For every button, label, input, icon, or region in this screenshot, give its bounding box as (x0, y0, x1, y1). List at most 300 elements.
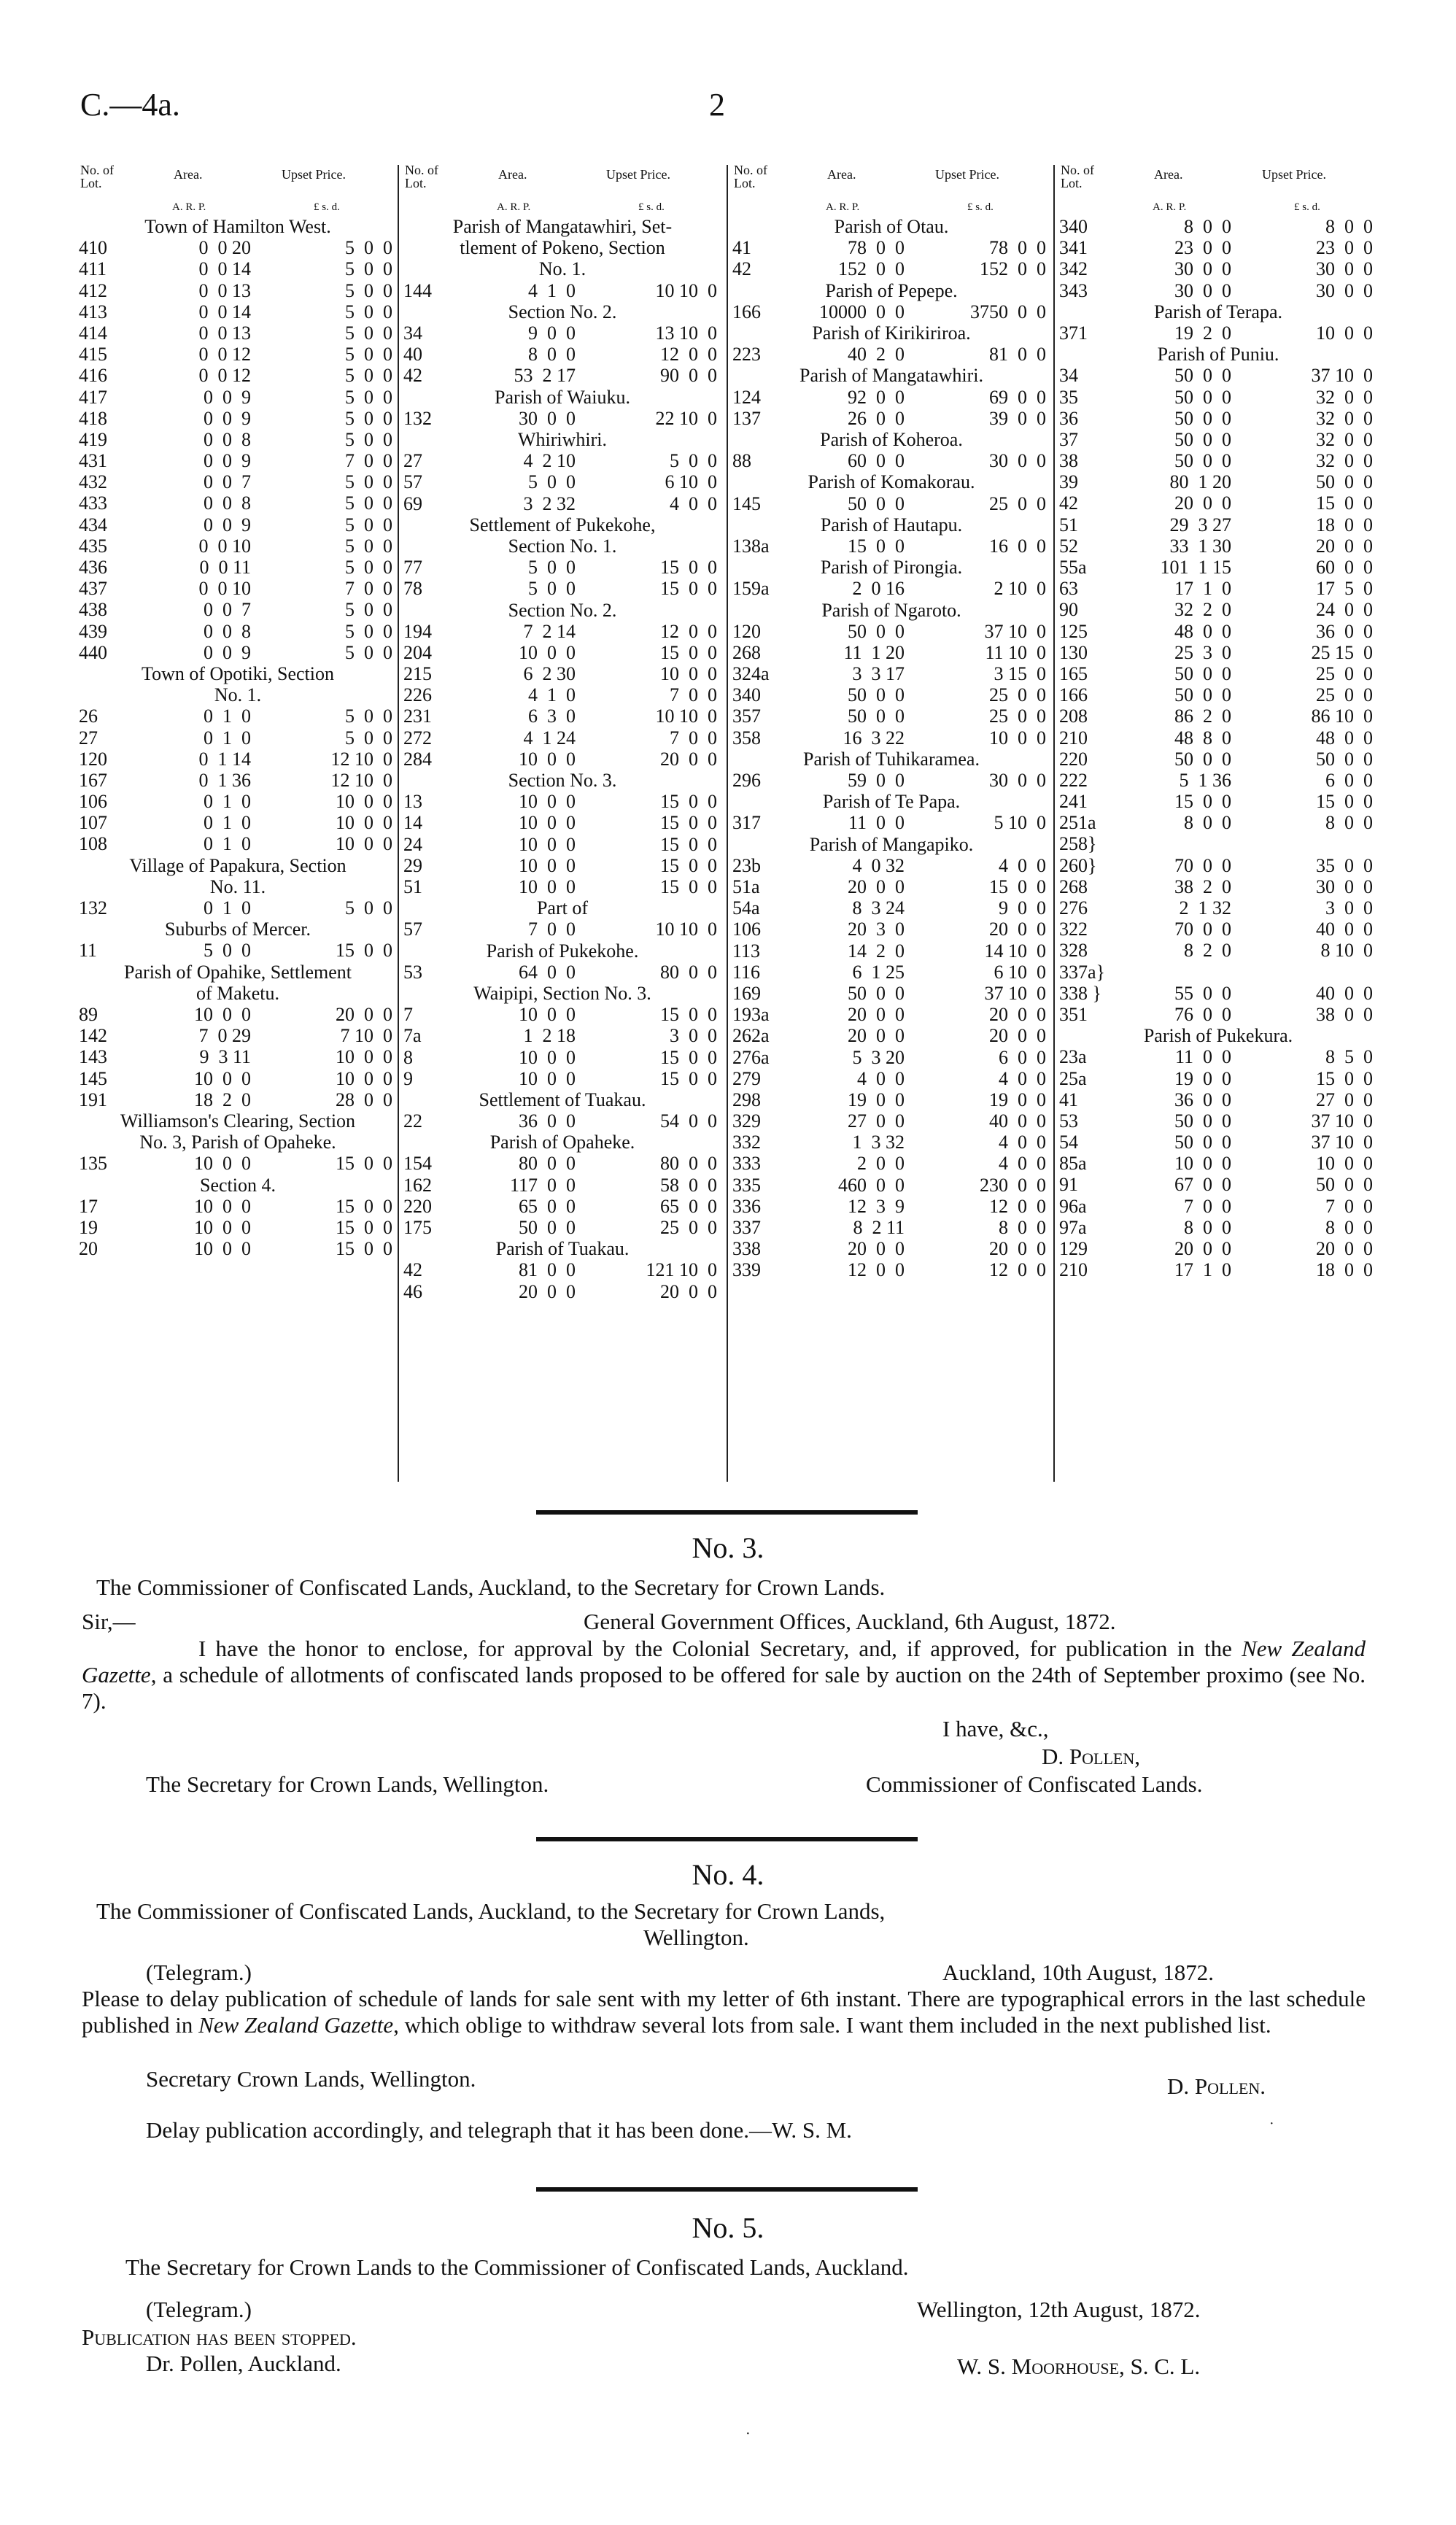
lot-area: 33 1 30 (1169, 535, 1231, 557)
table-row (79, 727, 397, 749)
schedule-section-heading: tlement of Pokeno, Section (460, 237, 665, 259)
lot-area: 5 0 0 (528, 557, 576, 579)
lot-area: 0 1 0 (204, 727, 251, 749)
table-row (79, 770, 397, 791)
lot-number: 14 (403, 812, 422, 834)
lot-area: 10 0 0 (519, 833, 576, 855)
schedule-section-heading: No. 1. (214, 684, 262, 706)
lot-number: 13 (403, 791, 422, 813)
table-row (1059, 1004, 1377, 1025)
upset-price: 15 0 0 (660, 833, 717, 855)
lot-number: 417 (79, 386, 107, 408)
upset-price: 69 0 0 (989, 386, 1046, 408)
upset-price: 15 0 0 (336, 940, 392, 962)
table-row (732, 1068, 1050, 1089)
lot-area: 0 1 36 (198, 769, 251, 791)
upset-price: 15 0 0 (660, 641, 717, 663)
lot-area: 0 0 10 (198, 578, 251, 600)
upset-price: 37 10 0 (1311, 1132, 1373, 1153)
lot-area: 70 0 0 (1174, 854, 1231, 876)
lot-number: 329 (732, 1110, 761, 1132)
schedule-section-heading: Town of Hamilton West. (144, 216, 331, 237)
upset-price: 5 0 0 (345, 897, 392, 919)
lot-number: 143 (79, 1046, 107, 1068)
lot-area: 0 0 13 (198, 322, 251, 344)
lot-area: 0 0 9 (204, 514, 251, 535)
table-row (79, 1217, 397, 1238)
schedule-section-heading: Parish of Koheroa. (820, 428, 963, 450)
upset-price: 15 0 0 (989, 876, 1046, 897)
table-row (732, 301, 1050, 322)
schedule-column (1059, 159, 1377, 1487)
upset-price: 30 0 0 (989, 770, 1046, 792)
table-row (1059, 216, 1377, 237)
lot-number: 129 (1059, 1238, 1088, 1260)
upset-price: 5 0 0 (345, 301, 392, 322)
table-row (732, 705, 1050, 727)
units-row (79, 200, 397, 216)
lot-area: 0 0 9 (204, 407, 251, 429)
table-row (1059, 919, 1377, 940)
lot-area: 32 2 0 (1174, 599, 1231, 621)
table-row (732, 1132, 1050, 1153)
lot-number: 124 (732, 386, 761, 408)
lot-number: 204 (403, 641, 432, 663)
lot-number: 419 (79, 428, 107, 450)
lot-number: 138a (732, 535, 770, 557)
lot-number: 154 (403, 1153, 432, 1175)
table-row (1059, 1174, 1377, 1195)
lot-area: 0 0 9 (204, 450, 251, 472)
upset-price: 5 0 0 (345, 471, 392, 493)
upset-price: 10 0 0 (1316, 322, 1373, 344)
lot-number: 317 (732, 812, 761, 834)
upset-price: 13 10 0 (655, 322, 717, 344)
lot-area: 50 0 0 (1174, 662, 1231, 684)
schedule-section-heading: Parish of Te Papa. (822, 791, 961, 813)
table-row (732, 621, 1050, 642)
upset-price: 5 0 0 (345, 365, 392, 387)
lot-number: 340 (1059, 216, 1088, 237)
lot-area: 4 0 0 (857, 1067, 905, 1089)
lot-number: 414 (79, 322, 107, 344)
lot-number: 251a (1059, 812, 1096, 834)
table-row (1059, 1132, 1377, 1153)
table-row (403, 344, 721, 365)
lot-area: 5 1 36 (1179, 769, 1231, 791)
lot-area: 78 0 0 (848, 237, 905, 259)
lot-area: 0 0 8 (204, 620, 251, 642)
lot-area: 18 2 0 (194, 1089, 251, 1110)
upset-price: 30 0 0 (989, 450, 1046, 472)
lot-number: 440 (79, 641, 107, 663)
upset-price: 121 10 0 (646, 1259, 717, 1281)
price-header: Upset Price. (606, 167, 670, 182)
lot-number: 413 (79, 301, 107, 322)
lot-number: 226 (403, 684, 432, 706)
table-row (1059, 749, 1377, 770)
lot-area: 101 1 15 (1160, 557, 1231, 579)
schedule-section-heading: Section No. 3. (508, 770, 617, 792)
table-row (79, 429, 397, 450)
lot-area: 76 0 0 (1174, 1003, 1231, 1025)
table-row (79, 1046, 397, 1067)
upset-price: 20 0 0 (989, 1238, 1046, 1260)
table-row (403, 749, 721, 770)
letter-no3-body: I have the honor to enclose, for approval by the Colonial Secretary, and, if approved, for publication in the New Zealand Gazette, a schedule of allotments of confiscated lands proposed to be offered for sale by auction on the 24th of September proximo (see No. 7). (82, 1636, 1366, 1714)
lot-number: 144 (403, 279, 432, 301)
lot-area: 26 0 0 (848, 407, 905, 429)
upset-price: 15 0 0 (660, 557, 717, 579)
lot-area: 50 0 0 (519, 1217, 576, 1239)
letter-no5-title: No. 5. (692, 2211, 764, 2244)
table-row (403, 684, 721, 705)
letter-no4-title: No. 4. (692, 1858, 764, 1891)
upset-price: 32 0 0 (1316, 386, 1373, 408)
lot-area: 5 3 20 (852, 1046, 905, 1068)
upset-price: 12 10 0 (330, 769, 392, 791)
table-row (732, 1259, 1050, 1280)
lot-number: 135 (79, 1153, 107, 1175)
schedule-section-heading: No. 3, Parish of Opaheke. (139, 1132, 336, 1153)
lot-area: 10 0 0 (519, 1046, 576, 1068)
area-header: Area. (827, 167, 856, 182)
lot-area: 20 0 0 (848, 1238, 905, 1260)
upset-price: 24 0 0 (1316, 599, 1373, 621)
lot-area: 70 0 0 (1174, 919, 1231, 940)
table-row (732, 450, 1050, 471)
lot-area: 8 0 0 (528, 344, 576, 366)
lot-number: 137 (732, 407, 761, 429)
table-row (1059, 450, 1377, 471)
lot-number: 262a (732, 1025, 770, 1047)
letter-no4-heading: The Commissioner of Confiscated Lands, Auckland, to the Secretary for Crown Lands, (96, 1898, 886, 1924)
lot-area: 64 0 0 (519, 961, 576, 983)
upset-price: 20 0 0 (336, 1004, 392, 1026)
lot-area: 11 1 20 (843, 641, 905, 663)
upset-price: 10 0 0 (989, 727, 1046, 749)
upset-price: 37 10 0 (1311, 1110, 1373, 1132)
table-row (732, 1217, 1050, 1238)
lot-area: 50 0 0 (1174, 748, 1231, 770)
table-row (1059, 535, 1377, 557)
lot-area: 0 0 7 (204, 599, 251, 621)
upset-price: 19 0 0 (989, 1089, 1046, 1110)
table-row (1059, 812, 1377, 833)
column-header (79, 159, 397, 200)
lot-number: 336 (732, 1195, 761, 1217)
lot-area: 25 3 0 (1174, 641, 1231, 663)
table-row (732, 1047, 1050, 1068)
letter-no4-addressee: Secretary Crown Lands, Wellington. (146, 2066, 476, 2092)
lot-number: 39 (1059, 471, 1078, 493)
table-row (403, 876, 721, 897)
table-row (1059, 684, 1377, 705)
upset-price: 5 0 0 (345, 620, 392, 642)
lot-area: 86 2 0 (1174, 705, 1231, 727)
lot-number: 37 (1059, 428, 1078, 450)
document-code: C.—4a. (80, 87, 180, 123)
upset-price: 8 5 0 (1325, 1046, 1373, 1068)
lot-area: 10 0 0 (194, 1153, 251, 1175)
upset-price: 8 10 0 (1320, 940, 1373, 962)
letter-no3-signature: D. Pollen, (1042, 1744, 1140, 1769)
upset-price: 7 0 0 (345, 450, 392, 472)
upset-price: 6 10 0 (665, 471, 717, 493)
letter-no4-minute: Delay publication accordingly, and telegraph that it has been done.—W. S. M. (146, 2117, 852, 2143)
table-row (732, 1089, 1050, 1110)
schedule-section-heading: of Maketu. (195, 982, 280, 1004)
lot-number: 107 (79, 812, 107, 834)
stray-mark: · (746, 2426, 751, 2442)
upset-price: 86 10 0 (1311, 705, 1373, 727)
lot-area: 117 0 0 (509, 1174, 576, 1196)
table-row (1059, 280, 1377, 301)
lot-area: 0 1 0 (204, 705, 251, 727)
upset-price: 15 0 0 (660, 1067, 717, 1089)
letter-no3-salutation: Sir,— (82, 1609, 136, 1634)
lot-number: 231 (403, 705, 432, 727)
table-row (732, 876, 1050, 897)
upset-price: 22 10 0 (655, 407, 717, 429)
area-header: Area. (498, 167, 527, 182)
section-rule (536, 1837, 918, 1841)
table-row (403, 1259, 721, 1280)
lot-number: 132 (79, 897, 107, 919)
section-rule (536, 2187, 918, 2192)
lot-area: 20 0 0 (519, 1280, 576, 1302)
lot-area: 0 0 13 (198, 279, 251, 301)
lot-number: 57 (403, 919, 422, 940)
upset-price: 5 0 0 (345, 641, 392, 663)
lot-area: 7 0 0 (1184, 1195, 1231, 1217)
lot-area: 460 0 0 (838, 1174, 905, 1196)
table-row (79, 387, 397, 408)
lot-number: 333 (732, 1153, 761, 1175)
upset-price: 32 0 0 (1316, 450, 1373, 472)
table-row (1059, 791, 1377, 812)
upset-price: 20 0 0 (989, 1025, 1046, 1047)
table-row (79, 1153, 397, 1174)
table-row (79, 557, 397, 578)
schedule-section-heading: Section No. 1. (508, 535, 617, 557)
table-row (1059, 408, 1377, 429)
schedule-column (79, 159, 397, 1487)
table-row (732, 919, 1050, 940)
lot-area: 27 0 0 (848, 1110, 905, 1132)
upset-price: 7 0 0 (1325, 1195, 1373, 1217)
table-row (1059, 1068, 1377, 1089)
column-divider (1053, 165, 1055, 1482)
upset-price: 4 0 0 (670, 492, 717, 514)
lot-number: 96a (1059, 1195, 1087, 1217)
upset-price: 10 0 0 (336, 833, 392, 855)
upset-price: 50 0 0 (1316, 471, 1373, 493)
table-row (79, 940, 397, 961)
lot-area: 50 0 0 (1174, 365, 1231, 387)
lot-area: 81 0 0 (519, 1259, 576, 1281)
lot-area: 19 0 0 (848, 1089, 905, 1110)
lot-number: 116 (732, 961, 761, 983)
schedule-section-heading: Parish of Pukekohe. (486, 940, 639, 962)
upset-price: 15 0 0 (336, 1238, 392, 1260)
upset-price: 25 0 0 (660, 1217, 717, 1239)
upset-price: 15 0 0 (660, 854, 717, 876)
table-row (732, 258, 1050, 279)
table-row (79, 599, 397, 620)
upset-price: 60 0 0 (1316, 557, 1373, 579)
lot-number: 108 (79, 833, 107, 855)
lot-area: 23 0 0 (1174, 237, 1231, 259)
upset-price: 15 0 0 (336, 1195, 392, 1217)
schedule-section-heading: Village of Papakura, Section (129, 854, 346, 876)
lot-area: 0 0 20 (198, 237, 251, 259)
lot-number: 371 (1059, 322, 1088, 344)
table-row (79, 642, 397, 663)
table-row (1059, 258, 1377, 279)
lot-area: 19 2 0 (1174, 322, 1231, 344)
upset-price: 5 0 0 (670, 450, 717, 472)
table-row (1059, 322, 1377, 344)
lot-area: 50 0 0 (1174, 1110, 1231, 1132)
upset-price: 6 0 0 (1325, 769, 1373, 791)
lot-area: 10 0 0 (194, 1195, 251, 1217)
table-row (79, 514, 397, 535)
schedule-section-heading: Parish of Opahike, Settlement (124, 961, 352, 983)
upset-price: 6 0 0 (999, 1046, 1046, 1068)
lot-number: 125 (1059, 620, 1088, 642)
lot-number: 337 (732, 1217, 761, 1238)
table-row (1059, 1238, 1377, 1259)
lot-number: 431 (79, 450, 107, 472)
upset-price: 3 15 0 (994, 663, 1046, 685)
lot-area: 2 1 32 (1179, 897, 1231, 919)
lot-area: 0 0 7 (204, 471, 251, 493)
upset-price: 5 0 0 (345, 258, 392, 280)
lot-area: 0 0 10 (198, 535, 251, 557)
upset-price: 27 0 0 (1316, 1089, 1373, 1110)
lot-area: 6 3 0 (528, 705, 576, 727)
lot-area: 65 0 0 (519, 1195, 576, 1217)
lot-area: 36 0 0 (519, 1110, 576, 1132)
table-row (79, 258, 397, 279)
lot-number: 7a (403, 1025, 422, 1047)
table-row (79, 1238, 397, 1259)
table-row (403, 663, 721, 684)
lot-area: 10 0 0 (519, 854, 576, 876)
letter-no4-body: Please to delay publication of schedule of lands for sale sent with my letter of 6th instant. There are typographical errors in the last schedule published in New Zealand Gazette, which oblige to withdraw several lots from sale. I want them included in the next published list. (82, 1986, 1366, 2038)
lot-area: 50 0 0 (1174, 450, 1231, 472)
lot-number: 55a (1059, 557, 1087, 579)
upset-price: 25 0 0 (989, 492, 1046, 514)
lot-area: 11 0 0 (848, 812, 905, 834)
table-row (403, 642, 721, 663)
lot-area: 8 2 11 (853, 1217, 905, 1238)
table-row (403, 727, 721, 749)
lot-area: 29 3 27 (1169, 514, 1231, 535)
table-row (732, 642, 1050, 663)
lot-number: 42 (732, 258, 751, 280)
lot-area: 10 0 0 (519, 748, 576, 770)
schedule-section-heading: Suburbs of Mercer. (164, 919, 311, 940)
schedule-section-heading: Parish of Tuhikaramea. (803, 748, 980, 770)
schedule-section-heading: Parish of Otau. (834, 216, 949, 237)
lot-area: 0 0 12 (198, 344, 251, 366)
upset-price: 8 0 0 (1325, 812, 1373, 834)
lot-area: 10 0 0 (519, 1067, 576, 1089)
letter-no3-addressee: The Secretary for Crown Lands, Wellington. (146, 1771, 549, 1797)
upset-price: 15 0 0 (336, 1216, 392, 1238)
table-row (79, 1068, 397, 1089)
lot-number: 169 (732, 982, 761, 1004)
table-row (79, 450, 397, 471)
column-divider (727, 165, 728, 1482)
upset-price: 30 0 0 (1316, 875, 1373, 897)
lot-area: 10 0 0 (194, 1067, 251, 1089)
table-row (403, 812, 721, 833)
table-row (732, 727, 1050, 749)
lot-area: 6 2 30 (523, 663, 576, 685)
lot-number: 38 (1059, 450, 1078, 472)
upset-price: 54 0 0 (660, 1110, 717, 1132)
lot-area: 9 3 11 (199, 1046, 251, 1068)
table-row (732, 344, 1050, 365)
lot-number: 145 (79, 1067, 107, 1089)
lot-number: 89 (79, 1004, 98, 1026)
table-row (403, 280, 721, 301)
lot-area: 15 0 0 (1174, 791, 1231, 813)
table-row (403, 1025, 721, 1046)
lot-area: 80 1 20 (1169, 471, 1231, 493)
upset-price: 15 0 0 (660, 1046, 717, 1068)
lot-number: 97a (1059, 1216, 1087, 1238)
area-units: A. R. P. (172, 201, 206, 213)
schedule-section-heading: Parish of Waiuku. (495, 386, 630, 408)
lot-number: 20 (79, 1238, 98, 1260)
lot-number: 34 (1059, 365, 1078, 387)
table-row (732, 770, 1050, 791)
lot-area: 20 0 0 (1174, 492, 1231, 514)
lot-area: 50 0 0 (1174, 684, 1231, 706)
lot-number: 8 (403, 1046, 413, 1068)
lot-number: 90 (1059, 599, 1078, 621)
lot-number: 343 (1059, 279, 1088, 301)
table-row (403, 1153, 721, 1174)
lot-area: 40 2 0 (848, 344, 905, 366)
upset-price: 3 0 0 (670, 1025, 717, 1047)
lot-area: 8 0 0 (1184, 812, 1231, 834)
upset-price: 12 0 0 (660, 620, 717, 642)
table-row (732, 663, 1050, 684)
lot-number: 358 (732, 727, 761, 749)
gazette-title: New Zealand Gazette (82, 1636, 1366, 1687)
upset-price: 10 0 0 (1316, 1153, 1373, 1175)
letter-no5-addressee: Dr. Pollen, Auckland. (146, 2351, 341, 2376)
upset-price: 5 0 0 (345, 237, 392, 259)
lot-area: 50 0 0 (1174, 386, 1231, 408)
stray-mark: · (1269, 2116, 1274, 2132)
lot-number: 41 (732, 237, 751, 259)
lot-number: 411 (79, 258, 107, 280)
lot-number: 23b (732, 854, 761, 876)
table-row (403, 1068, 721, 1089)
upset-price: 16 0 0 (989, 535, 1046, 557)
lot-area: 0 0 8 (204, 492, 251, 514)
table-row (1059, 770, 1377, 791)
table-row (732, 1110, 1050, 1132)
lot-area: 15 0 0 (848, 535, 905, 557)
lot-area: 0 0 14 (198, 301, 251, 322)
